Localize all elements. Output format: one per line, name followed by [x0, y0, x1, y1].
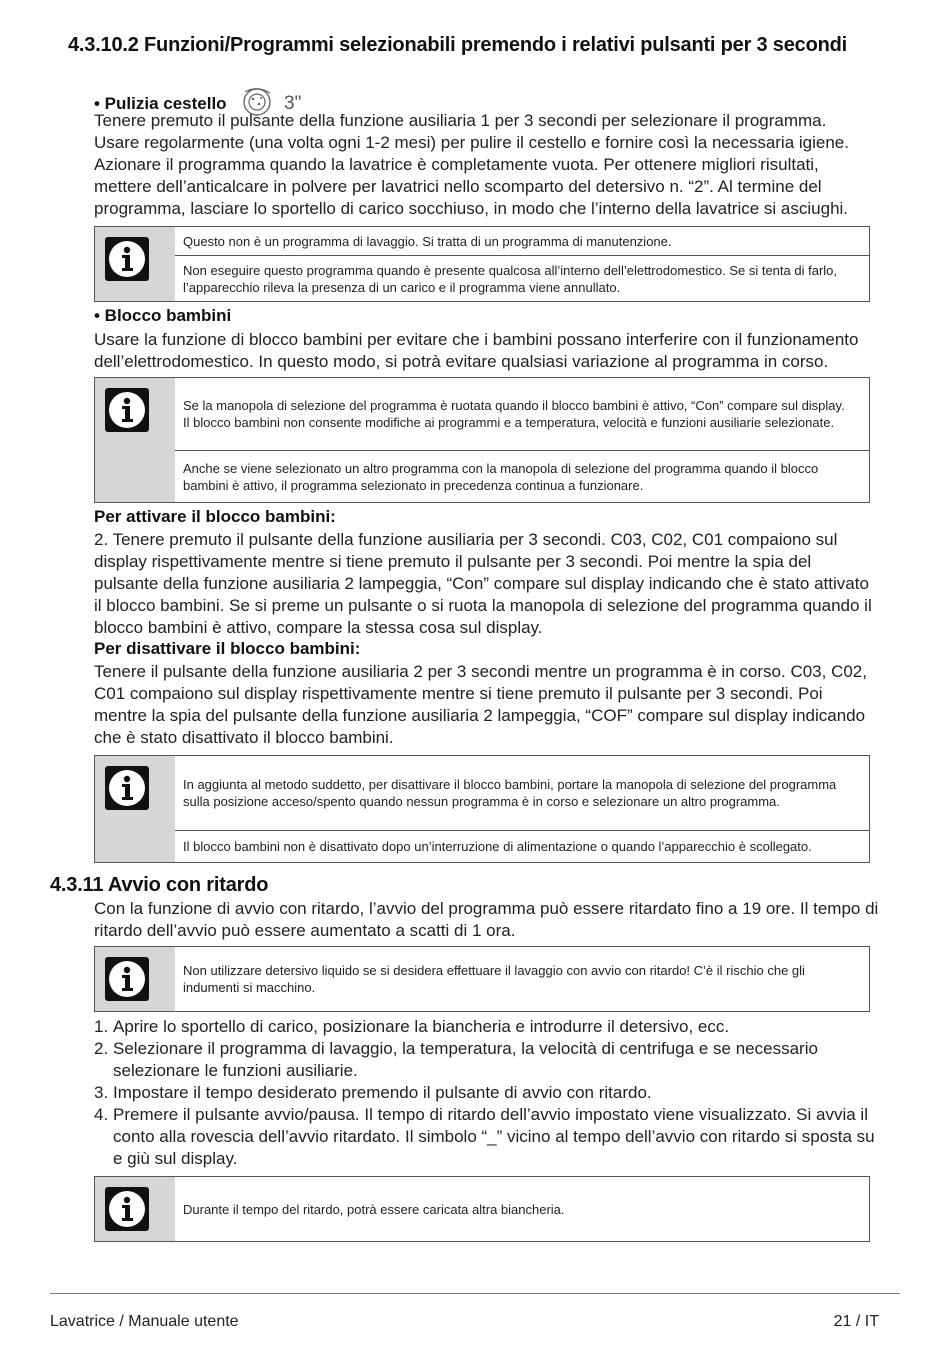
step-text: e giù sul display.: [113, 1149, 238, 1168]
activate-line: 2. Tenere premuto il pulsante della funzione ausiliaria per 3 secondi. C03, C02, C01 compaiono sul: [94, 530, 838, 549]
activate-line: blocco bambini è attivo, compare la stessa cosa sul display.: [94, 618, 543, 637]
step-text: selezionare le funzioni ausiliarie.: [113, 1061, 358, 1080]
footer-divider: [50, 1293, 900, 1294]
drum-cleaning-line: Tenere premuto il pulsante della funzione ausiliaria 1 per 3 secondi per selezionare il programma.: [94, 111, 827, 130]
deactivate-line: C01 compaiono sul display rispettivamente mentre si tiene premuto il pulsante per 3 secondi. Poi: [94, 684, 823, 703]
note-row: [175, 227, 869, 255]
note-text: indumenti si macchino.: [183, 980, 316, 995]
note-text: l’apparecchio rileva la presenza di un carico e il programma viene annullato.: [183, 279, 621, 295]
note-row: [175, 756, 869, 830]
info-icon: [105, 766, 149, 810]
note-text: sulla posizione acceso/spento quando nessun programma è in corso e selezionare un altro programma.: [183, 794, 780, 809]
info-note-delay-start: [94, 946, 870, 1012]
list-item: [94, 1082, 894, 1104]
drum-cleaning-line: Usare regolarmente (una volta ogni 1-2 mesi) per pulire il cestello e fornire così la necessaria igiene.: [94, 133, 849, 152]
step-number: 4.: [94, 1105, 109, 1124]
note-row: [175, 450, 869, 502]
drum-cleaning-line: programma, lasciare lo sportello di carico socchiuso, in modo che l’interno della lavatrice si asciughi.: [94, 199, 849, 218]
deactivate-child-lock-text: [94, 661, 867, 749]
note-rows: [175, 378, 869, 502]
note-rows: [175, 1177, 869, 1241]
note-text: Questo non è un programma di lavaggio. Si tratta di un programma di manutenzione.: [183, 233, 672, 249]
deactivate-line: Tenere il pulsante della funzione ausiliaria 2 per 3 secondi mentre un programma è in corso. C03, C02,: [94, 662, 867, 681]
note-row: [175, 1177, 869, 1241]
note-rows: [175, 756, 869, 862]
list-item: [94, 1016, 894, 1038]
info-icon: [105, 957, 149, 1001]
drum-cleaning-line: Azionare il programma quando la lavatrice è completamente vuota. Per ottenere migliori risultati,: [94, 155, 819, 174]
step-number: 1.: [94, 1017, 109, 1036]
child-lock-title: • Blocco bambini: [94, 306, 232, 325]
delay-start-line: ritardo dell’avvio può essere aumentato a scatti di 1 ora.: [94, 921, 516, 940]
list-item: [94, 1038, 894, 1082]
info-note-delay-loading: [94, 1176, 870, 1242]
step-text: Premere il pulsante avvio/pausa. Il tempo di ritardo dell’avvio impostato viene visualizzato. Si avvia il: [113, 1105, 868, 1124]
child-lock-text: [94, 329, 858, 373]
note-text: bambini è attivo, il programma selezionato in precedenza continua a funzionare.: [183, 477, 644, 493]
child-lock-line: Usare la funzione di blocco bambini per evitare che i bambini possano interferire con il funzionamento: [94, 330, 859, 349]
list-item: [94, 1104, 894, 1170]
note-row: [175, 378, 869, 450]
deactivate-child-lock-title: Per disattivare il blocco bambini:: [94, 639, 361, 658]
delay-start-line: Con la funzione di avvio con ritardo, l’avvio del programma può essere ritardato fino a 19 ore. Il tempo di: [94, 899, 879, 918]
activate-child-lock-text: [94, 529, 872, 639]
step-number: 2.: [94, 1039, 109, 1058]
step-text: Selezionare il programma di lavaggio, la temperatura, la velocità di centrifuga e se necessario: [113, 1039, 818, 1058]
step-number: 3.: [94, 1083, 109, 1102]
note-row: [175, 830, 869, 862]
note-side-panel: [95, 1177, 175, 1241]
info-icon: [105, 1187, 149, 1231]
deactivate-line: che è stato disattivato il blocco bambini.: [94, 728, 394, 747]
note-side-panel: [95, 947, 175, 1011]
info-icon: [105, 237, 149, 281]
note-row: [175, 947, 869, 1011]
step-text: Aprire lo sportello di carico, posizionare la biancheria e introdurre il detersivo, ecc.: [113, 1017, 730, 1036]
note-rows: [175, 227, 869, 301]
activate-line: il blocco bambini. Se si preme un pulsante o si ruota la manopola di selezione del programma quando il: [94, 596, 872, 615]
info-note-drum-cleaning: [94, 226, 870, 302]
step-text: conto alla rovescia dell’avvio ritardato. Il simbolo “_” vicino al tempo dell’avvio con ritardo si sposta su: [113, 1127, 875, 1146]
note-row: [175, 255, 869, 301]
note-text: Non eseguire questo programma quando è presente qualcosa all’interno dell’elettrodomestico. Se si tenta di farlo,: [183, 262, 837, 278]
note-text: Il blocco bambini non consente modifiche ai programmi e a temperatura, velocità e funzioni ausiliarie selezionate.: [183, 415, 835, 430]
activate-line: display rispettivamente mentre si tiene premuto il pulsante per 3 secondi. Poi mentre la spia del: [94, 552, 812, 571]
drum-cleaning-title-text: • Pulizia cestello: [94, 93, 227, 113]
note-text: Il blocco bambini non è disattivato dopo un’interruzione di alimentazione o quando l’apparecchio è scollegato.: [183, 839, 812, 854]
note-text: In aggiunta al metodo suddetto, per disattivare il blocco bambini, portare la manopola di selezione del programma: [183, 777, 837, 792]
note-side-panel: [95, 378, 175, 502]
note-side-panel: [95, 227, 175, 301]
footer-left: Lavatrice / Manuale utente: [50, 1313, 239, 1330]
info-note-child-lock: [94, 377, 870, 503]
section-heading-4-3-11: 4.3.11 Avvio con ritardo: [50, 874, 269, 896]
footer-page-number: 21 / IT: [833, 1313, 879, 1330]
note-text: Se la manopola di selezione del programma è ruotata quando il blocco bambini è attivo, “Con” compare sul display.: [183, 398, 845, 413]
note-rows: [175, 947, 869, 1011]
info-icon: [105, 388, 149, 432]
section-heading-4-3-10-2: 4.3.10.2 Funzioni/Programmi selezionabili premendo i relativi pulsanti per 3 secondi: [68, 34, 847, 56]
activate-line: pulsante della funzione ausiliaria 2 lampeggia, “Con” compare sul display indicando che è stato attivato: [94, 574, 869, 593]
note-text: Anche se viene selezionato un altro programma con la manopola di selezione del programma quando il blocco: [183, 460, 819, 476]
drum-cleaning-text: [94, 110, 849, 220]
note-side-panel: [95, 756, 175, 862]
child-lock-line: dell’elettrodomestico. In questo modo, si potrà evitare qualsiasi variazione al programma in corso.: [94, 352, 829, 371]
seconds-label: 3": [284, 92, 302, 114]
delay-start-text: [94, 898, 878, 942]
note-text: Non utilizzare detersivo liquido se si desidera effettuare il lavaggio con avvio con ritardo! C’è il rischio che gli: [183, 963, 805, 978]
activate-child-lock-title: Per attivare il blocco bambini:: [94, 507, 336, 526]
info-note-child-lock-deactivate: [94, 755, 870, 863]
step-text: Impostare il tempo desiderato premendo il pulsante di avvio con ritardo.: [113, 1083, 652, 1102]
note-text: Durante il tempo del ritardo, potrà essere caricata altra biancheria.: [183, 1201, 565, 1217]
deactivate-line: mentre la spia del pulsante della funzione ausiliaria 2 lampeggia, “COF” compare sul display indicando: [94, 706, 866, 725]
delay-start-steps: [94, 1016, 894, 1170]
drum-cleaning-line: mettere dell’anticalcare in polvere per lavatrici nello scomparto del detersivo n. “2”. Al termine del: [94, 177, 822, 196]
